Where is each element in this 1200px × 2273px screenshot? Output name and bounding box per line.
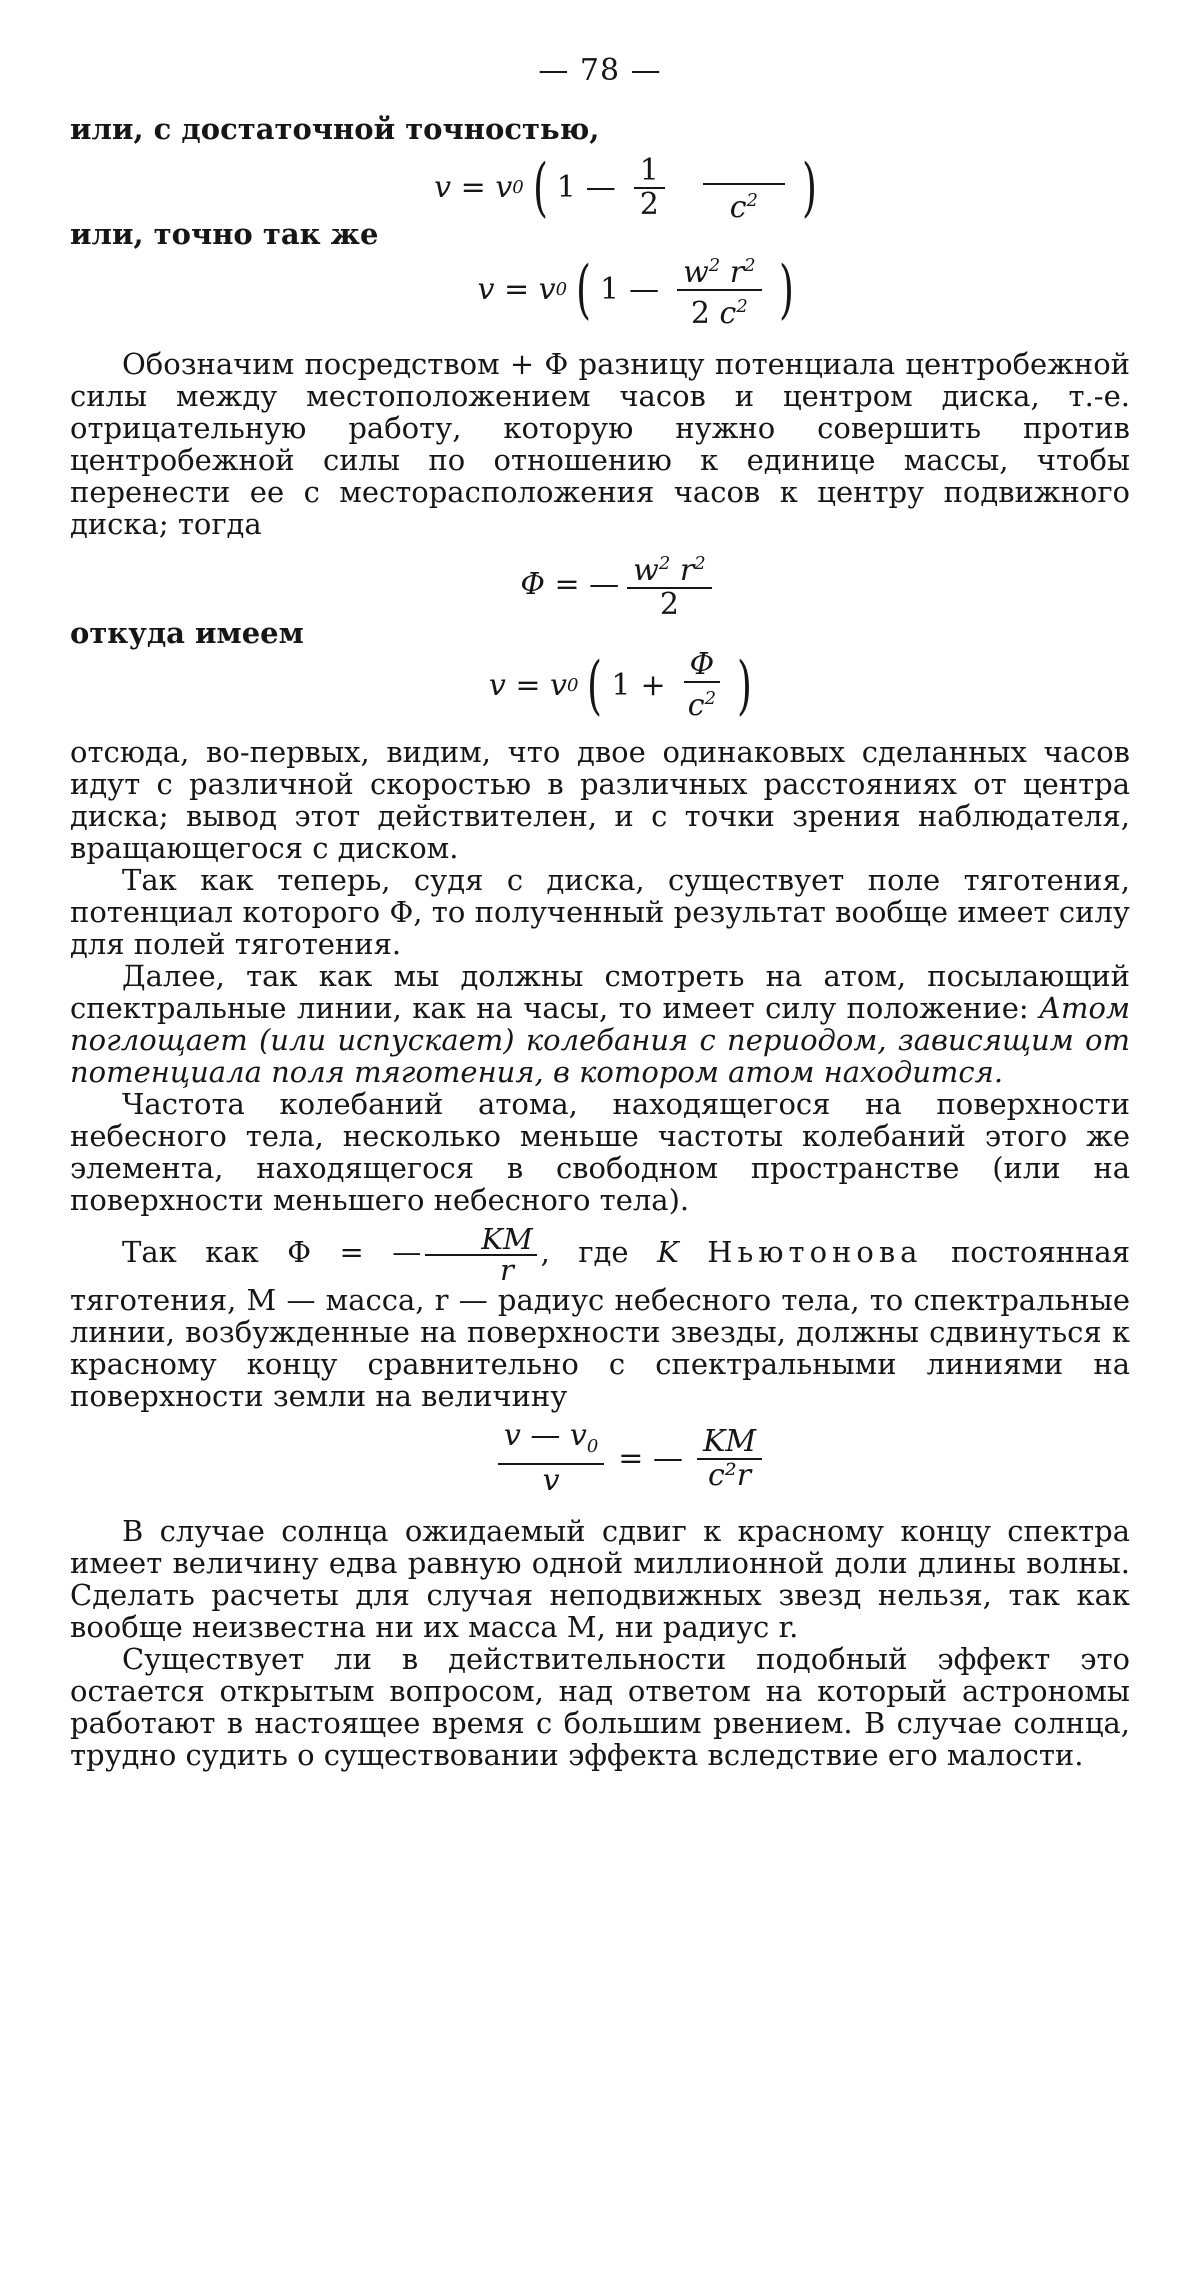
formula-4-c: c: [687, 688, 705, 723]
paragraph-4-regular: Далее, так как мы должны смотреть на атом, посылающий спектральные линии, как на часы, то имеет силу положение:: [70, 959, 1130, 1025]
formula-5-eq: = —: [618, 1440, 683, 1476]
paragraph-7: В случае солнца ожидаемый сдвиг к красному концу спектра имеет величину едва равную одной миллионной доли длины волны. Сделать расчеты для случая неподвижных звезд нельзя, так как вообще неизвестна ни их масса M, ни радиус r.: [70, 1514, 1130, 1644]
formula-4-plus: +: [640, 667, 666, 703]
formula-1-c-sup: 2: [746, 190, 758, 211]
formula-1-c: c: [729, 190, 747, 225]
formula-3-w: w: [633, 553, 659, 588]
formula-1-frac-right: [703, 151, 785, 224]
formula-5: [130, 1420, 1130, 1497]
formula-3-r-sup: 2: [694, 553, 706, 574]
paragraph-4-italic: Атом поглощает (или испускает) колебания с периодом, зависящим от потенциала поля тяготения, в котором атом находится.: [70, 991, 1131, 1089]
formula-4: [120, 649, 1130, 722]
formula-2-den: [691, 291, 748, 330]
formula-5-num-right: KM: [697, 1426, 762, 1460]
formula-5-frac-left: [498, 1420, 604, 1497]
formula-1-den: 2: [639, 186, 659, 222]
formula-1-one: 1: [556, 169, 576, 205]
paragraph-6-rest: постоянная тяготения, M — масса, r — радиус небесного тела, то спектральные линии, возбужденные на поверхности звезды, должны сдвинуться к красному концу сравнительно с спектральными линиями на поверхности земли на величину: [70, 1235, 1131, 1413]
formula-3-lhs: Φ = —: [520, 566, 620, 602]
paragraph-2: отсюда, во-первых, видим, что двое одинаковых сделанных часов идут с различной скоростью в различных расстояниях от центра диска; вывод этот действителен, и с точки зрения наблюдателя, вращающегося с диском.: [70, 735, 1130, 865]
paragraph-1: Обозначим посредством + Φ разницу потенциала центробежной силы между местоположением часов и центром диска, т.-е. отрицательную работу, которую нужно совершить против центробежной силы по отношению к единице массы, чтобы перенести ее с месторасположения часов к центру подвижного диска; тогда: [70, 347, 1130, 541]
formula-1-minus: —: [585, 169, 616, 205]
formula-4-den: [688, 683, 716, 722]
formula-5-num-left: [498, 1420, 604, 1465]
page-number: — 78 —: [538, 53, 662, 88]
formula-4-num: Φ: [684, 649, 721, 683]
formula-1-lparen: (: [532, 150, 548, 225]
formula-5-sub: 0: [586, 1436, 599, 1457]
formula-2-c: c: [719, 296, 737, 331]
paragraph-6-frac-num: KM: [425, 1224, 536, 1256]
formula-1-rparen: ): [801, 150, 817, 225]
paragraph-6-newton: Ньютонова: [707, 1235, 923, 1269]
formula-2-sub: 0: [555, 279, 568, 300]
paragraph-6-frac-den: r: [500, 1253, 514, 1287]
formula-1-den-right: [730, 185, 758, 224]
formula-2-rparen: ): [778, 253, 794, 327]
paragraph-6-k: K: [657, 1235, 679, 1269]
formula-1-sub: 0: [512, 176, 524, 198]
formula-5-frac-right: [697, 1423, 762, 1493]
or-line: или, точно так же: [70, 217, 379, 251]
formula-3-den: 2: [659, 587, 679, 622]
formula-4-frac: [684, 649, 721, 722]
paragraph-6-mid: , где: [540, 1235, 629, 1269]
paragraph-6: [70, 1224, 1130, 1412]
formula-2-lparen: (: [576, 253, 591, 327]
formula-2-r: r: [729, 255, 745, 290]
paragraph-8: Существует ли в действительности подобный эффект это остается открытым вопросом, над ответом на который астрономы работают в настоящее время с большим рвением. В случае солнца, трудно судить о существовании эффекта вследствие его малости.: [70, 1642, 1130, 1772]
formula-4-rparen: ): [737, 648, 753, 723]
formula-3-w-sup: 2: [658, 553, 671, 574]
formula-2-w-sup: 2: [708, 255, 721, 276]
formula-2-r-sup: 2: [744, 255, 756, 276]
formula-1-lhs: v = v: [434, 169, 513, 205]
formula-3-frac: [627, 548, 711, 621]
page: [70, 55, 1130, 1771]
formula-4-one: 1: [611, 667, 631, 703]
formula-3-r: r: [679, 553, 695, 588]
formula-4-c-sup: 2: [704, 688, 717, 709]
formula-5-den-right: c²r: [707, 1457, 752, 1493]
formula-1: [130, 151, 1130, 224]
formula-2-one: 1: [599, 272, 620, 307]
formula-5-v-minus: v — v: [503, 1418, 587, 1453]
intro-line: или, с достаточной точностью,: [70, 112, 600, 146]
formula-5-den-left: v: [542, 1463, 560, 1498]
formula-3-num: [627, 548, 711, 589]
paragraph-6-frac: [425, 1222, 536, 1287]
formula-4-lhs: v = v: [488, 667, 567, 703]
formula-2-minus: —: [629, 272, 660, 307]
formula-2: [150, 250, 1130, 330]
formula-1-frac: [634, 152, 665, 222]
formula-2-c-sup: 2: [736, 296, 748, 317]
paragraph-6-start: Так как Φ = —: [122, 1235, 422, 1269]
formula-3: [110, 548, 1130, 621]
formula-2-frac: [677, 250, 761, 330]
formula-1-num: 1: [634, 155, 665, 189]
formula-2-w: w: [683, 255, 709, 290]
paragraph-3: Так как теперь, судя с диска, существует поле тяготения, потенциал которого Φ, то полученный результат вообще имеет силу для полей тяготения.: [70, 863, 1130, 961]
formula-4-lparen: (: [587, 648, 603, 723]
formula-2-two: 2: [690, 296, 710, 331]
formula-4-sub: 0: [566, 674, 579, 696]
formula-2-lhs: v = v: [477, 272, 556, 307]
formula-1-num-right: [703, 151, 785, 185]
paragraph-5: Частота колебаний атома, находящегося на поверхности небесного тела, несколько меньше частоты колебаний этого же элемента, находящегося в свободном пространстве (или на поверхности меньшего небесного тела).: [70, 1087, 1130, 1217]
paragraph-4: [70, 960, 1130, 1088]
whence-line: откуда имеем: [70, 616, 304, 650]
formula-2-num: [677, 250, 761, 291]
